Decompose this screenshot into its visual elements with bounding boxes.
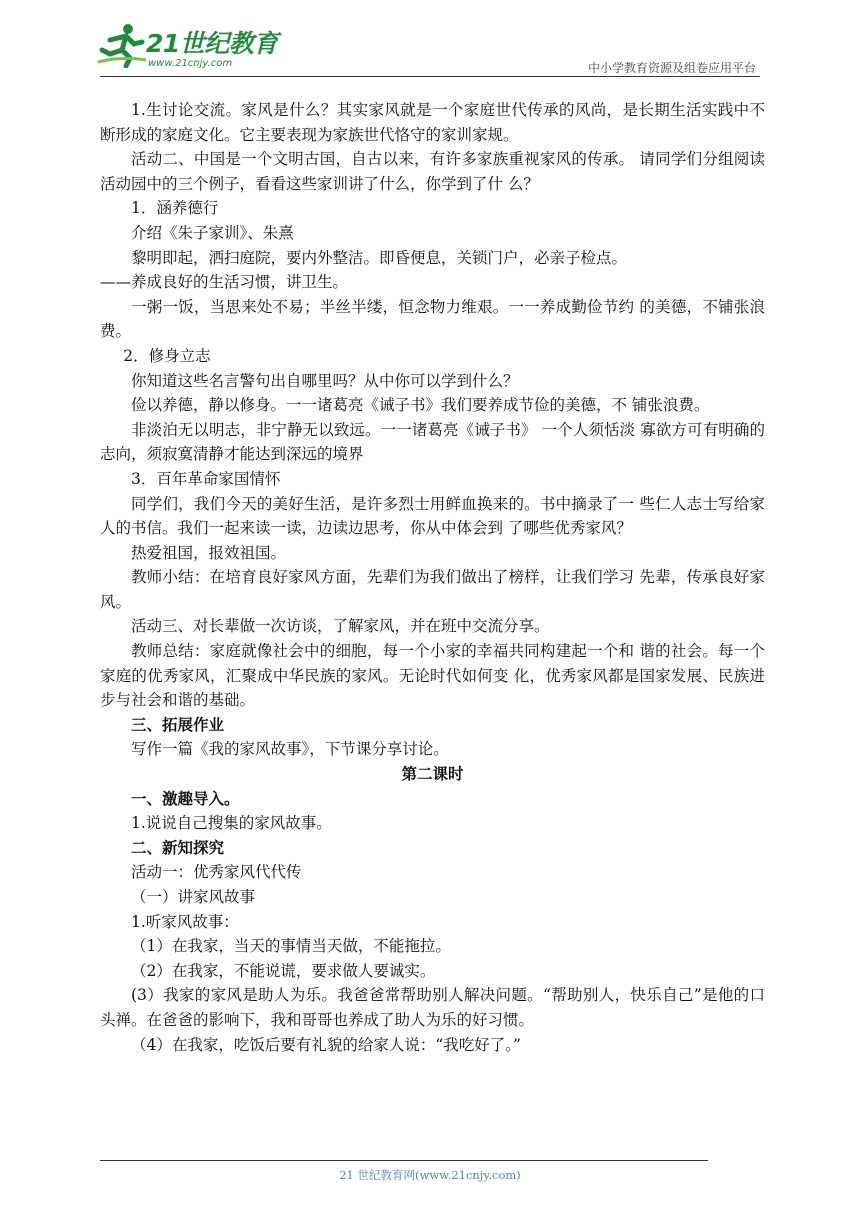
paragraph: 一、激趣导入。 bbox=[131, 788, 240, 808]
logo bbox=[96, 22, 276, 78]
paragraph: 三、拓展作业 bbox=[131, 714, 225, 734]
paragraph: 第二课时 bbox=[401, 764, 464, 784]
paragraph: 一粥一饭，当思来处不易；半丝半缕，恒念物力维艰。一一养成勤俭节约 的美德，不铺张浪费。 bbox=[100, 297, 765, 341]
header-divider bbox=[100, 76, 760, 77]
paragraph: 热爱祖国，报效祖国。 bbox=[131, 543, 287, 562]
paragraph: （4）在我家，吃饭后要有礼貌的给家人说：“我吃好了。” bbox=[131, 1035, 521, 1054]
platform-title: 中小学教育资源及组卷应用平台 bbox=[587, 61, 756, 75]
paragraph: 俭以养德，静以修身。一一诸葛亮《诫子书》我们要养成节俭的美德，不 铺张浪费。 bbox=[131, 396, 710, 415]
page-header bbox=[0, 0, 860, 80]
paragraph: 1.说说自己搜集的家风故事。 bbox=[131, 814, 332, 833]
paragraph: （2）在我家，不能说谎，要求做人要诚实。 bbox=[131, 961, 436, 980]
footer-text: 21 世纪教育网(www.21cnjy.com) bbox=[339, 1168, 521, 1182]
paragraph: (3）我家的家风是助人为乐。我爸爸常帮助别人解决问题。“帮助别人，快乐自己”是他的口头禅。在爸爸的影响下，我和哥哥也养成了助人为乐的好习惯。 bbox=[100, 986, 765, 1029]
paragraph: 同学们，我们今天的美好生活，是许多烈士用鲜血换来的。书中摘录了一 些仁人志士写给家人的书信。我们一起来读一读，边读边思考，你从中体会到 了哪些优秀家风？ bbox=[100, 494, 765, 538]
runner-logo-icon bbox=[96, 22, 148, 68]
paragraph: 教师总结：家庭就像社会中的细胞，每一个小家的幸福共同构建起一个和 谐的社会。每一个家庭的优秀家风，汇聚成中华民族的家风。无论时代如何变 化，优秀家风都是国家发展、民族进步与社会和谐的基础。 bbox=[100, 642, 765, 710]
paragraph: 1.生讨论交流。家风是什么？其实家风就是一个家庭世代传承的风尚，是长期生活实践中不断形成的家庭文化。它主要表现为家族世代恪守的家训家规。 bbox=[100, 101, 765, 144]
paragraph: 1.听家风故事： bbox=[131, 912, 239, 931]
paragraph: 黎明即起，洒扫庭院，要内外整洁。即昏便息，关锁门户，必亲子检点。 bbox=[131, 248, 628, 267]
paragraph: 3．百年革命家国情怀 bbox=[131, 469, 281, 488]
paragraph: （1）在我家，当天的事情当天做，不能拖拉。 bbox=[131, 937, 451, 956]
paragraph: 1．涵养德行 bbox=[131, 199, 219, 218]
paragraph: 非淡泊无以明志，非宁静无以致远。一一诸葛亮《诫子书》 一个人须恬淡 寡欲方可有明确的志向，须寂寞清静才能达到深远的境界 bbox=[100, 420, 765, 464]
footer-divider bbox=[100, 1160, 708, 1161]
paragraph: 活动二、中国是一个文明古国，自古以来，有许多家族重视家风的传承。 请同学们分组阅读活动园中的三个例子，看看这些家训讲了什么，你学到了什 么？ bbox=[100, 150, 765, 193]
logo-url: www.21cnjy.com bbox=[148, 58, 233, 69]
paragraph: 2．修身立志 bbox=[123, 346, 211, 365]
paragraph: 活动一：优秀家风代代传 bbox=[131, 863, 302, 882]
paragraph: 教师小结：在培育良好家风方面，先辈们为我们做出了榜样，让我们学习 先辈，传承良好家风。 bbox=[100, 568, 765, 611]
paragraph: 介绍《朱子家训》、朱熹 bbox=[131, 223, 294, 242]
paragraph: 你知道这些名言警句出自哪里吗？从中你可以学到什么？ bbox=[131, 371, 519, 390]
paragraph: 活动三、对长辈做一次访谈，了解家风，并在班中交流分享。 bbox=[131, 617, 550, 636]
paragraph: 二、新知探究 bbox=[131, 837, 225, 857]
paragraph: ——养成良好的生活习惯，讲卫生。 bbox=[100, 273, 349, 292]
document-body bbox=[100, 98, 765, 1057]
paragraph: （一）讲家风故事 bbox=[131, 888, 256, 906]
paragraph: 写作一篇《我的家风故事》，下节课分享讨论。 bbox=[131, 740, 449, 759]
logo-brand: 21世纪教育 bbox=[146, 29, 278, 58]
